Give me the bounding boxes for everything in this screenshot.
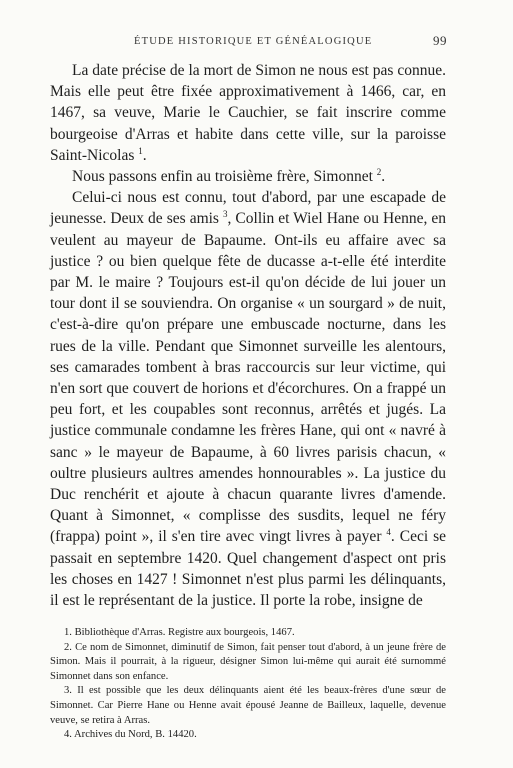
footnote-text: Archives du Nord, B. 14420. xyxy=(74,729,197,741)
footnote-text: Ce nom de Simonnet, diminutif de Simon, fait penser tout d'abord, à un jeune frère de Simon. Mais il pourrait, à la rigueur, désigner Simon lui-même qui aurait été surnommé Simonnet dans son enfance. xyxy=(50,641,446,682)
footnote-ref: 2 xyxy=(376,166,382,177)
footnotes xyxy=(50,626,446,743)
paragraph-text: Celui-ci nous est connu, tout d'abord, par une escapade de jeunesse. Deux de ses amis xyxy=(50,189,446,228)
paragraph-text: . xyxy=(381,168,386,186)
paragraph xyxy=(50,187,446,611)
paragraph-text: . Ceci se passait en septembre 1420. Quel changement d'aspect ont pris les choses en 1427 ! Simonnet n'est plus parmi les délinquants, il est le représentant de la justice. Il porte la robe, insigne de xyxy=(50,528,446,610)
paragraph-text: La date précise de la mort de Simon ne nous est pas connue. Mais elle peut être fixée approximativement à 1466, car, en 1467, sa veuve, Marie le Cauchier, se fait inscrire comme bourgeoise d'Arras et habite dans cette ville, sur la paroisse Saint-Nicolas xyxy=(50,62,446,164)
running-title: ÉTUDE HISTORIQUE ET GÉNÉALOGIQUE xyxy=(134,36,373,47)
footnote-ref: 4 xyxy=(386,527,391,538)
paragraph-text: , Collin et Wiel Hane ou Henne, en veulent au mayeur de Bapaume. Ont-ils eu affaire avec sa justice ? ou bien quelque fête de ducasse a-t-elle été interdite par M. le maire ? Toujours est-il qu'on décide de lui jouer un tour dont il se souviendra. On organise « un sourgard » de nuit, c'est-à-dire qu'on prépare une embuscade nocturne, dans les rues de la ville. Pendant que Simonnet surveille les alentours, ses camarades tombent à bras raccourcis sur leur victime, qui n'en sort que couvert de horions et d'écorchures. On a frappé un peu fort, et les coupables sont reconnus, arrêtés et jugés. La justice communale condamne les frères Hane, qui ont « navré à sanc » le mayeur de Bapaume, à 60 livres parisis chacun, « oultre plusieurs aultres amendes honnourables ». La justice du Duc renchérit et ajoute à chacun quarante livres d'amende. Quant à Simonnet, « complisse des susdits, lequel ne féry (frappa) point », il s'en tire avec vingt livres à payer xyxy=(50,210,446,546)
footnote-ref: 3 xyxy=(223,209,228,220)
footnote-text: Il est possible que les deux délinquants aient été les beaux-frères d'une sœur de Simonnet. Car Pierre Hane ou Henne avait épousé Jeanne de Bailleux, laquelle, devenue veuve, se retira à Arras. xyxy=(50,685,446,726)
page-number: 99 xyxy=(433,33,447,48)
running-head xyxy=(0,35,513,51)
paragraph-text: Nous passons enfin au troisième frère, Simonnet xyxy=(72,168,377,186)
footnote-number: 3. xyxy=(64,685,72,697)
body-text xyxy=(50,60,446,611)
footnote-number: 2. xyxy=(64,641,72,653)
footnote xyxy=(50,728,446,743)
footnote-text: Bibliothèque d'Arras. Registre aux bourgeois, 1467. xyxy=(74,627,295,638)
footnote xyxy=(50,684,446,728)
footnote xyxy=(50,641,446,685)
paragraph xyxy=(50,166,446,187)
footnote-number: 1. xyxy=(64,627,72,638)
paragraph-text: . xyxy=(142,146,147,164)
paragraph xyxy=(50,60,446,166)
footnote-ref: 1 xyxy=(138,145,143,156)
footnote-number: 4. xyxy=(64,729,72,741)
footnote xyxy=(50,626,446,641)
